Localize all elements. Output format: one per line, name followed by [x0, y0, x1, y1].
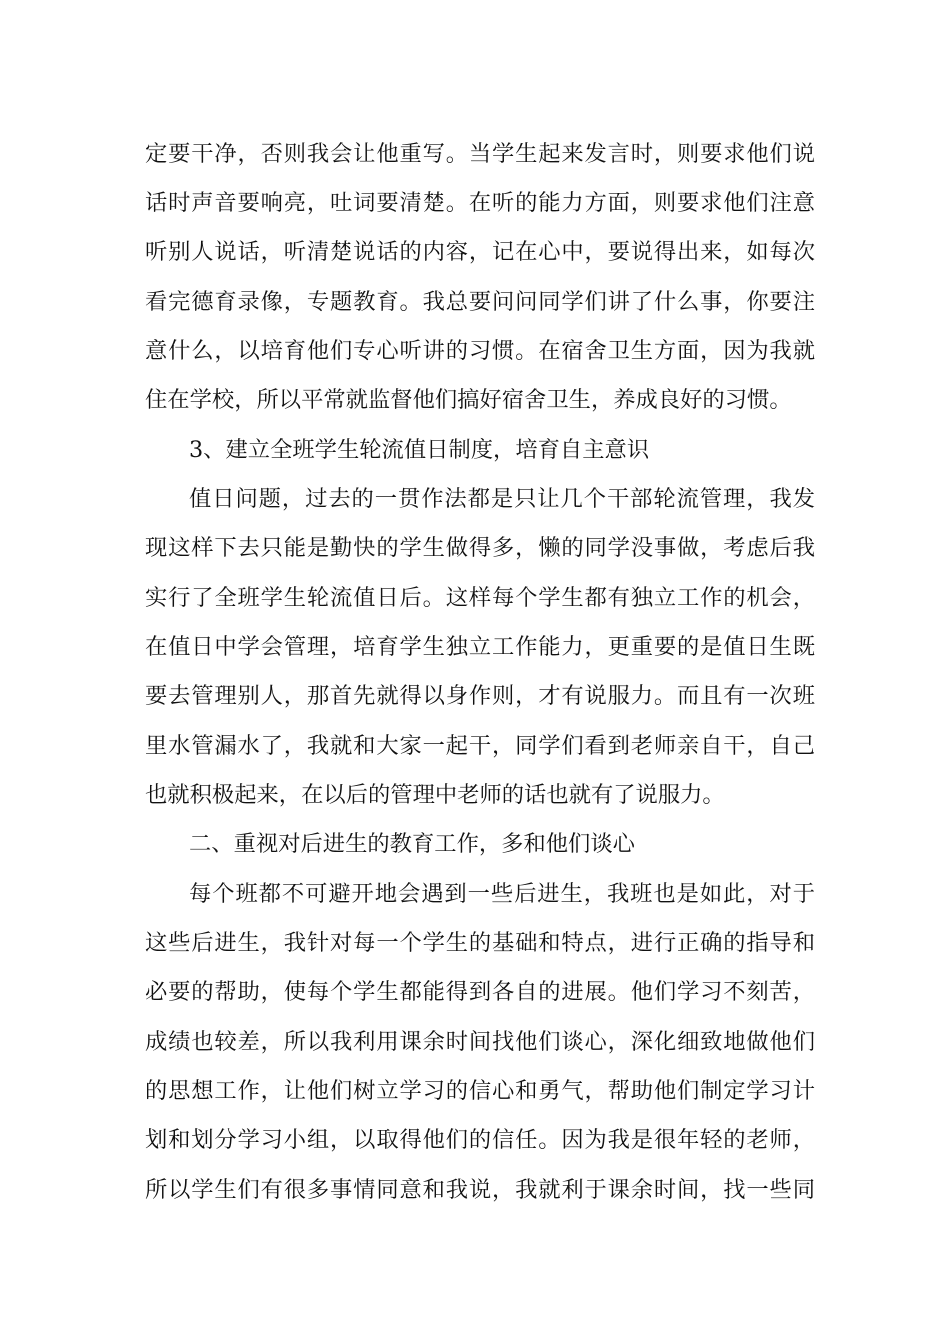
body-text-line: 定要干净，否则我会让他重写。当学生起来发言时，则要求他们说 [145, 141, 815, 167]
body-text-line: 听别人说话，听清楚说话的内容，记在心中，要说得出来，如每次 [145, 239, 815, 265]
body-text-line: 每个班都不可避开地会遇到一些后进生，我班也是如此，对于 [189, 881, 815, 907]
body-text-line: 所以学生们有很多事情同意和我说，我就利于课余时间，找一些同 [145, 1177, 815, 1203]
body-text-line: 里水管漏水了，我就和大家一起干，同学们看到老师亲自干，自己 [145, 733, 815, 759]
body-text-line: 的思想工作，让他们树立学习的信心和勇气，帮助他们制定学习计 [145, 1078, 815, 1104]
body-text-line: 住在学校，所以平常就监督他们搞好宿舍卫生，养成良好的习惯。 [145, 387, 792, 413]
body-text-line: 划和划分学习小组，以取得他们的信任。因为我是很年轻的老师， [145, 1127, 815, 1153]
section-heading: 二、重视对后进生的教育工作，多和他们谈心 [189, 831, 635, 857]
body-text-line: 这些后进生，我针对每一个学生的基础和特点，进行正确的指导和 [145, 930, 815, 956]
body-text-line: 看完德育录像，专题教育。我总要问问同学们讲了什么事，你要注 [145, 289, 815, 315]
body-text-line: 成绩也较差，所以我利用课余时间找他们谈心，深化细致地做他们 [145, 1029, 815, 1055]
body-text-line: 必要的帮助，使每个学生都能得到各自的进展。他们学习不刻苦， [145, 979, 815, 1005]
body-text-line: 要去管理别人，那首先就得以身作则，才有说服力。而且有一次班 [145, 683, 815, 709]
body-text-line: 值日问题，过去的一贯作法都是只让几个干部轮流管理，我发 [189, 486, 815, 512]
section-heading: 3、建立全班学生轮流值日制度，培育自主意识 [189, 437, 650, 463]
body-text-line: 在值日中学会管理，培育学生独立工作能力，更重要的是值日生既 [145, 634, 815, 660]
body-text-line: 话时声音要响亮，吐词要清楚。在听的能力方面，则要求他们注意 [145, 190, 815, 216]
body-text-line: 实行了全班学生轮流值日后。这样每个学生都有独立工作的机会， [145, 585, 815, 611]
body-text-line: 也就积极起来，在以后的管理中老师的话也就有了说服力。 [145, 782, 725, 808]
body-text-line: 意什么，以培育他们专心听讲的习惯。在宿舍卫生方面，因为我就 [145, 338, 815, 364]
body-text-line: 现这样下去只能是勤快的学生做得多，懒的同学没事做，考虑后我 [145, 535, 815, 561]
